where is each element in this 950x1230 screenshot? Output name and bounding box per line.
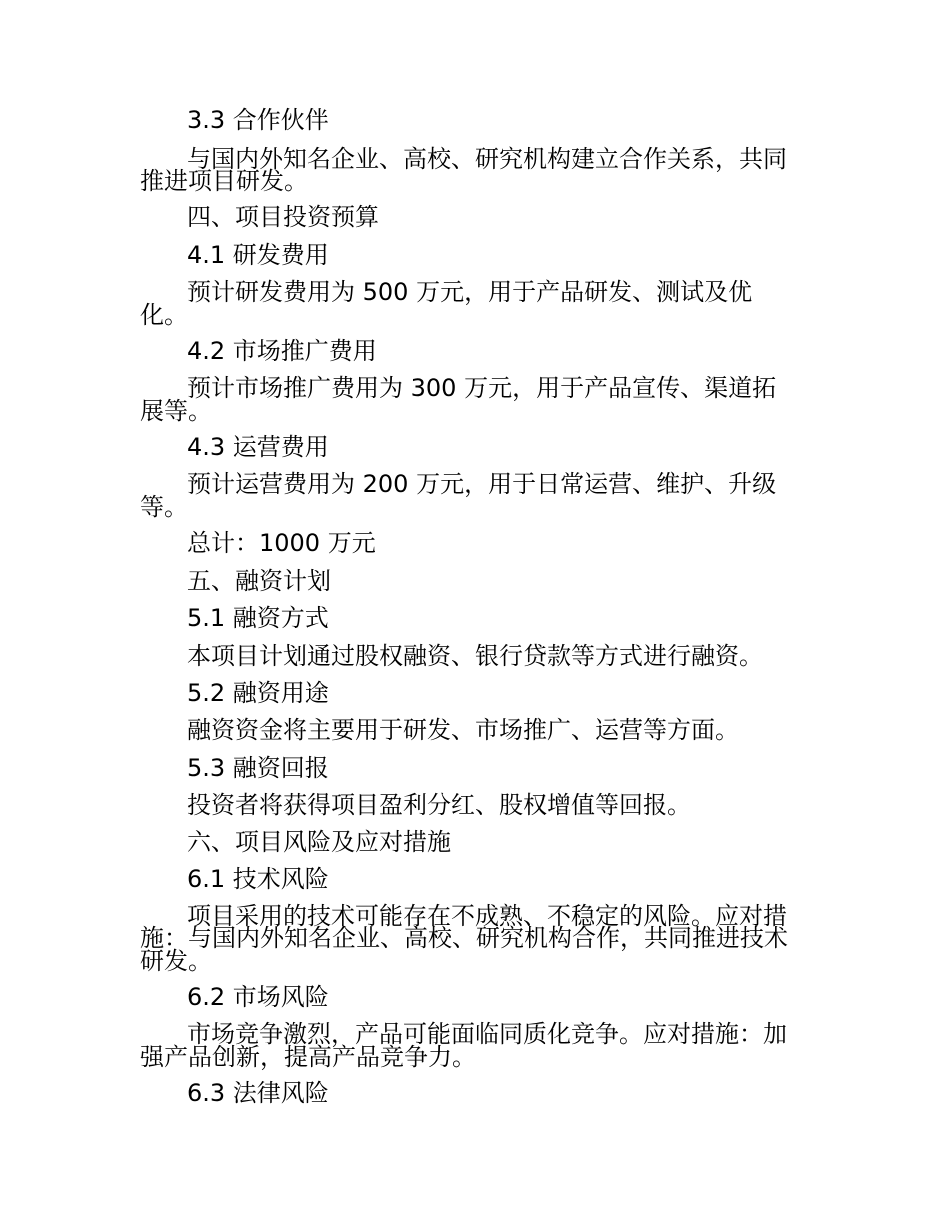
heading-4-1: 4.1 研发费用 (187, 241, 329, 269)
paragraph-line: 化。 (140, 301, 188, 329)
paragraph-line: 项目采用的技术可能存在不成熟、不稳定的风险。应对措 (187, 902, 787, 930)
paragraph-line: 预计市场推广费用为 300 万元，用于产品宣传、渠道拓 (187, 374, 777, 402)
paragraph-line: 强产品创新，提高产品竞争力。 (140, 1043, 476, 1071)
heading-4-3: 4.3 运营费用 (187, 433, 329, 461)
paragraph-line: 展等。 (140, 397, 212, 425)
heading-5-1: 5.1 融资方式 (187, 604, 329, 632)
paragraph-line: 本项目计划通过股权融资、银行贷款等方式进行融资。 (187, 642, 763, 670)
paragraph-line: 施：与国内外知名企业、高校、研究机构合作，共同推进技术 (140, 924, 788, 952)
heading-5-2: 5.2 融资用途 (187, 679, 329, 707)
section-heading-5: 五、融资计划 (187, 567, 331, 595)
paragraph-line: 与国内外知名企业、高校、研究机构建立合作关系，共同 (187, 145, 787, 173)
paragraph-line: 预计运营费用为 200 万元，用于日常运营、维护、升级 (187, 470, 777, 498)
total-line: 总计：1000 万元 (187, 529, 376, 557)
heading-6-2: 6.2 市场风险 (187, 983, 329, 1011)
paragraph-line: 等。 (140, 493, 188, 521)
paragraph-line: 研发。 (140, 947, 212, 975)
paragraph-line: 推进项目研发。 (140, 167, 308, 195)
section-heading-4: 四、项目投资预算 (187, 203, 379, 231)
paragraph-line: 预计研发费用为 500 万元，用于产品研发、测试及优 (187, 278, 753, 306)
heading-6-3: 6.3 法律风险 (187, 1079, 329, 1107)
heading-4-2: 4.2 市场推广费用 (187, 337, 377, 365)
paragraph-line: 融资资金将主要用于研发、市场推广、运营等方面。 (187, 716, 739, 744)
paragraph-line: 市场竞争激烈，产品可能面临同质化竞争。应对措施：加 (187, 1020, 787, 1048)
heading-3-3: 3.3 合作伙伴 (187, 106, 329, 134)
heading-5-3: 5.3 融资回报 (187, 754, 329, 782)
heading-6-1: 6.1 技术风险 (187, 865, 329, 893)
section-heading-6: 六、项目风险及应对措施 (187, 828, 451, 856)
paragraph-line: 投资者将获得项目盈利分红、股权增值等回报。 (187, 791, 691, 819)
